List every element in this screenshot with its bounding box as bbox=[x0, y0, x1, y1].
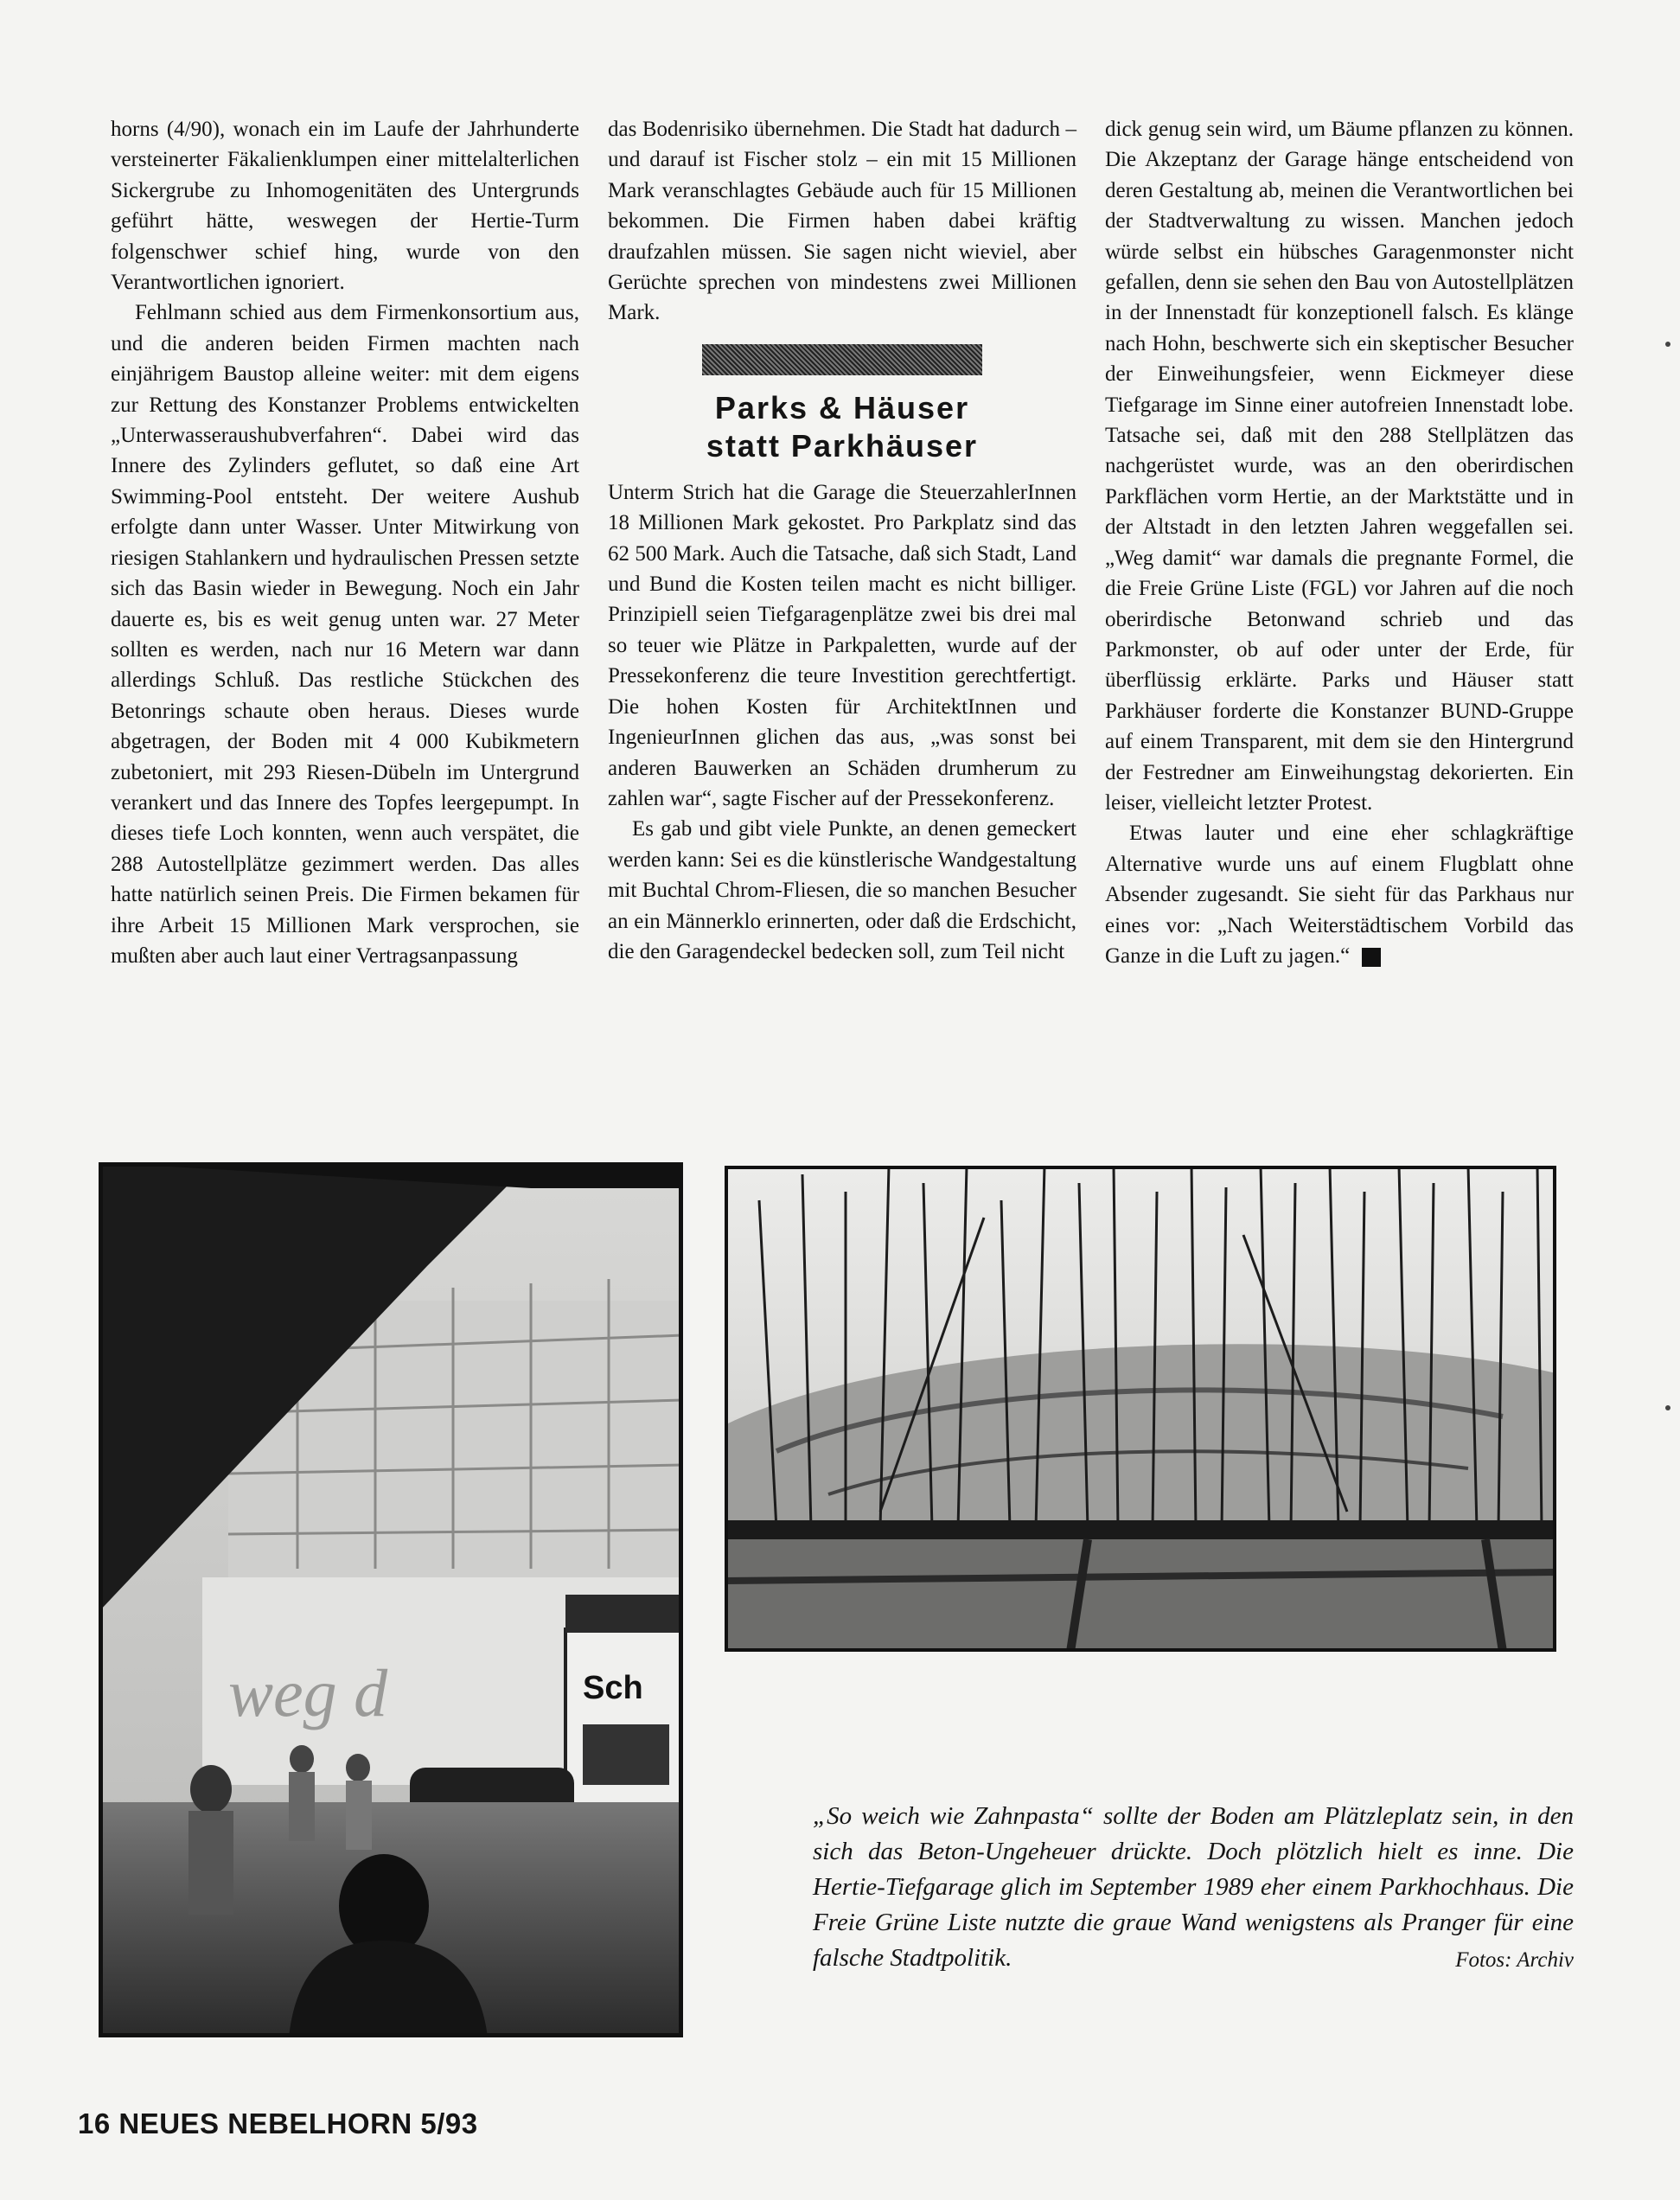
wall-graffiti-text: weg d bbox=[228, 1655, 388, 1730]
column-3-paragraph-1: dick genug sein wird, um Bäume pflanzen zu können. Die Akzeptanz der Garage hänge entscheidend von deren Gestaltung ab, meinen die Verantwortlichen bei der Stadtverwaltung zu wissen. Manchen jedoch würde selbst ein hübsches Garagenmonster nicht gefallen, denn sie sehen den Bau von Autostellplätzen in der Innenstadt für konzeptionell falsch. Es klänge nach Hohn, beschwerte sich ein skeptischer Besucher der Einweihungsfeier, wenn Eickmeyer diese Tiefgarage im Sinne einer autofreien Innenstadt lobe. Tatsache sei, daß mit den 288 Stellplätzen das nachgerüstet wurde, was an den oberirdischen Parkflächen vorm Hertie, an der Marktstätte und in der Altstadt in den letzten Jahren weggefallen sei. „Weg damit“ war damals die pregnante Formel, die die Freie Grüne Liste (FGL) vor Jahren auf die noch oberirdische Betonwand schrieb und das Parkmonster, ob auf oder unter der Erde, für überflüssig erklärte. Parks und Häuser statt Parkhäuser forderte die Konstanzer BUND-Gruppe auf einem Transparent, mit dem sie den Hintergrund der Festredner am Einweihungstag dekorierten. Ein leiser, vielleicht letzter Protest. bbox=[1105, 118, 1574, 815]
text-column-2 bbox=[608, 114, 1076, 967]
scan-speck bbox=[1665, 1405, 1670, 1410]
column-2-paragraph-1: das Bodenrisiko übernehmen. Die Stadt hat dadurch – und darauf ist Fischer stolz – ein mit 15 Millionen Mark veranschlagtes Gebäude auch für 15 Millionen bekommen. Die Firmen haben dabei kräftig draufzahlen müssen. Sie sagen nicht wieviel, aber Gerüchte sprechen von mindestens zwei Millionen Mark. bbox=[608, 118, 1076, 325]
truck-sign-text: Sch bbox=[583, 1670, 643, 1706]
article-end-mark-icon: N bbox=[1362, 948, 1381, 967]
column-2-paragraph-2: Unterm Strich hat die Garage die SteuerzahlerInnen 18 Millionen Mark gekostet. Pro Parkplatz sind das 62 500 Mark. Auch die Tatsache, daß sich Stadt, Land und Bund die Kosten teilen macht es nicht billiger. Prinzipiell seien Tiefgaragenplätze zwei bis drei mal so teuer wie Plätze in Parkpaletten, wurde auf der Pressekonferenz die teure Investition gerechtfertigt. Die hohen Kosten für ArchitektInnen und IngenieurInnen glichen das aus, „was sonst bei anderen Bauwerken an Schäden drumherum zu zahlen war“, sagte Fischer auf der Pressekonferenz. bbox=[608, 480, 1076, 810]
photo-hertie-wall-image bbox=[99, 1162, 683, 2037]
column-3-paragraph-2 bbox=[1105, 818, 1574, 971]
photo-caption-text: „So weich wie Zahnpasta“ sollte der Boden am Plätzleplatz sein, in den sich das Beton-Ungeheuer drückte. Doch plötzlich hielt es inne. Die Hertie-Tiefgarage glich im September 1989 eher einem Parkhochhaus. Die Freie Grüne Liste nutzte die graue Wand wenigstens als Pranger für eine falsche Stadtpolitik. bbox=[813, 1802, 1574, 1972]
section-heading-line-1: Parks & Häuser bbox=[714, 389, 970, 425]
photo-construction-pit bbox=[725, 1166, 1556, 1652]
page-footer: 16 NEUES NEBELHORN 5/93 bbox=[78, 2107, 478, 2139]
photo-credit: Fotos: Archiv bbox=[1455, 1948, 1574, 1972]
section-divider-bar bbox=[702, 344, 982, 375]
column-1-paragraph-2: Fehlmann schied aus dem Firmenkonsortium aus, und die anderen beiden Firmen machten nach einjährigem Baustop alleine weiter: mit dem eigens zur Rettung des Konstanzer Problems entwickelten „Unterwasseraushubverfahren“. Dabei wird das Innere des Zylinders geflutet, so daß eine Art Swimming-Pool entsteht. Der weitere Aushub erfolgte dann unter Wasser. Unter Mitwirkung von riesigen Stahlankern und hydraulischen Pressen setzte sich das Basin wieder in Bewegung. Noch ein Jahr dauerte es, bis es weit genug unten war. 27 Meter sollten es werden, nach nur 16 Metern war dann allerdings Schluß. Das restliche Stückchen des Betonrings schaute oben heraus. Dieses wurde abgetragen, der Boden mit 4 000 Kubikmetern zubetoniert, mit 293 Riesen-Dübeln im Untergrund verankert und das Innere des Topfes leergepumpt. In dieses tiefe Loch konnten, wenn auch verspätet, die 288 Autostellplätze gezimmert werden. Das alles hatte natürlich seinen Preis. Die Firmen bekamen für ihre Arbeit 15 Millionen Mark versprochen, sie mußten aber auch laut einer Vertragsanpassung bbox=[111, 301, 579, 968]
column-1-paragraph-1: horns (4/90), wonach ein im Laufe der Jahrhunderte versteinerter Fäkalienklumpen einer mittelalterlichen Sickergrube zu Inhomogenitäten des Untergrunds geführt hätte, weswegen der Hertie-Turm folgenschwer schief hing, wurde von den Verantwortlichen ignoriert. bbox=[111, 118, 579, 295]
column-3-paragraph-2-text: Etwas lauter und eine eher schlagkräftige Alternative wurde uns auf einem Flugblatt ohne Absender zugesandt. Sie sieht für das Parkhaus nur eines vor: „Nach Weiterstädtischem Vorbild das Ganze in die Luft zu jagen.“ bbox=[1105, 822, 1574, 968]
text-column-1 bbox=[111, 114, 579, 971]
photo-hertie-wall bbox=[99, 1162, 683, 2037]
text-column-3 bbox=[1105, 114, 1574, 971]
scan-speck bbox=[1665, 342, 1670, 347]
section-heading bbox=[608, 389, 1076, 465]
section-heading-line-2: statt Parkhäuser bbox=[706, 427, 979, 464]
column-2-paragraph-3: Es gab und gibt viele Punkte, an denen gemeckert werden kann: Sei es die künstlerische Wandgestaltung mit Buchtal Chrom-Fliesen, die so manchen Besucher an ein Männerklo erinnerten, oder daß die Erdschicht, die den Garagendeckel bedecken soll, zum Teil nicht bbox=[608, 817, 1076, 963]
photo-caption bbox=[813, 1799, 1574, 1978]
photo-construction-pit-image bbox=[725, 1166, 1556, 1652]
